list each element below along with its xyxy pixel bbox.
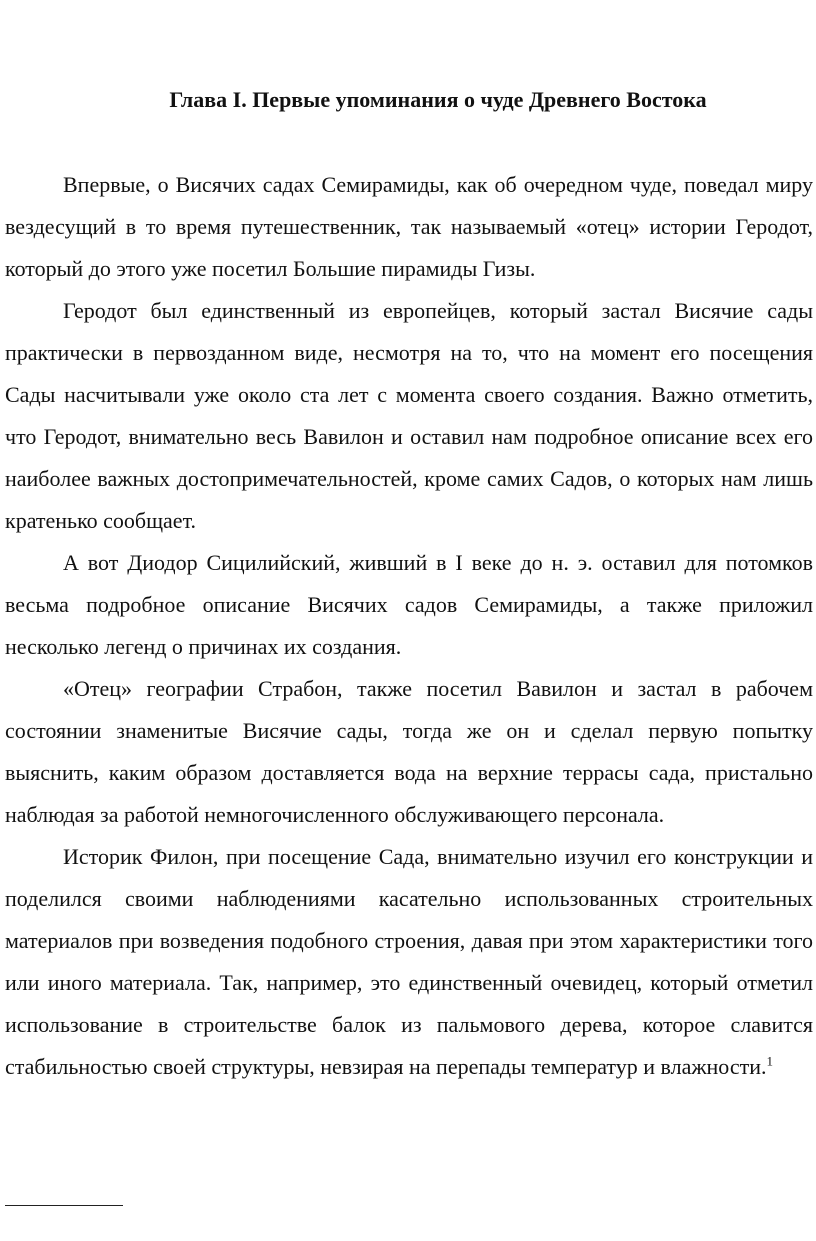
footnote-reference[interactable]: 1 <box>766 1053 774 1069</box>
document-body <box>5 164 813 1088</box>
paragraph-philo <box>5 836 813 1088</box>
paragraph-herodotus-intro: Впервые, о Висячих садах Семирамиды, как об очередном чуде, поведал миру вездесущий в то время путешественник, так называемый «отец» истории Геродот, который до этого уже посетил Большие пирамиды Гизы. <box>5 172 813 281</box>
paragraph-herodotus-visit: Геродот был единственный из европейцев, который застал Висячие сады практически в первозданном виде, несмотря на то, что на момент его посещения Сады насчитывали уже около ста лет с момента своего создания. Важно отметить, что Геродот, внимательно весь Вавилон и оставил нам подробное описание всех его наиболее важных достопримечательностей, кроме самих Садов, о которых нам лишь кратенько сообщает. <box>5 298 813 533</box>
footnote-separator <box>5 1205 123 1206</box>
chapter-title: Глава I. Первые упоминания о чуде Древнего Востока <box>169 87 707 112</box>
paragraph-diodorus: А вот Диодор Сицилийский, живший в I веке до н. э. оставил для потомков весьма подробное описание Висячих садов Семирамиды, а также приложил несколько легенд о причинах их создания. <box>5 550 813 659</box>
paragraph-philo-text: Историк Филон, при посещение Сада, внимательно изучил его конструкции и поделился своими наблюдениями касательно использованных строительных материалов при возведения подобного строения, давая при этом характеристики того или иного материала. Так, например, это единственный очевидец, который отметил использование в строительстве балок из пальмового дерева, которое славится стабильностью своей структуры, невзирая на перепады температур и влажности. <box>5 844 813 1079</box>
paragraph-strabo: «Отец» географии Страбон, также посетил Вавилон и застал в рабочем состоянии знаменитые Висячие сады, тогда же он и сделал первую попытку выяснить, каким образом доставляется вода на верхние террасы сада, пристально наблюдая за работой немногочисленного обслуживающего персонала. <box>5 676 813 827</box>
